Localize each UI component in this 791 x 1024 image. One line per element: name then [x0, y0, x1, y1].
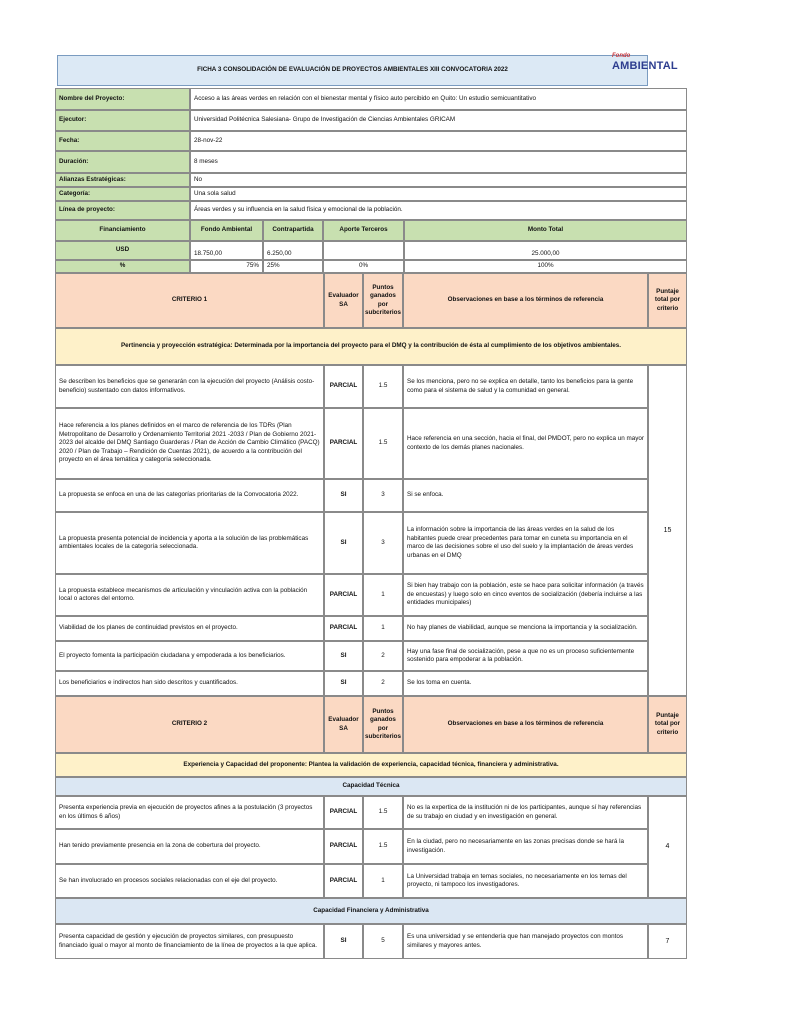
criterio1-row-obs: Se los toma en cuenta.	[403, 671, 648, 696]
criterio2-row-obs: En la ciudad, pero no necesariamente en las zonas precisas donde se hará la investigación.	[403, 829, 648, 864]
category-value: Una sola salud	[190, 187, 687, 201]
date-label: Fecha:	[55, 131, 190, 151]
criterio1-observaciones-header: Observaciones en base a los términos de referencia	[403, 273, 648, 328]
project-line-value: Áreas verdes y su influencia en la salud física y emocional de la población.	[190, 201, 687, 220]
criterio2-puntaje-header: Puntaje total por criterio	[648, 696, 687, 753]
criterio1-row-obs: Hace referencia en una sección, hacia el final, del PMDOT, pero no explica un mayor contexto de los demás planes nacionales.	[403, 408, 648, 479]
finance-header-fondo: Fondo Ambiental	[190, 220, 263, 241]
criterio2-observaciones-header: Observaciones en base a los términos de referencia	[403, 696, 648, 753]
criterio1-row-obs: No hay planes de viabilidad, aunque se menciona la importancia y la socialización.	[403, 616, 648, 641]
criterio2-row-obs: No es la expertica de la institución ni de los participantes, aunque sí hay referencias de su trabajo en ciudad y en investigación en general.	[403, 796, 648, 829]
project-name-value: Acceso a las áreas verdes en relación con el bienestar mental y físico auto percibido en Quito: Un estudio semicuantitativo	[190, 88, 687, 110]
finance-pct-total: 100%	[404, 260, 687, 273]
duration-label: Duración:	[55, 151, 190, 173]
finance-usd-terceros	[323, 241, 404, 260]
criterio1-row-points: 3	[363, 512, 403, 574]
criterio2-fin-row-eval: SI	[324, 924, 363, 959]
criterio1-row-text: Viabilidad de los planes de continuidad previstos en el proyecto.	[55, 616, 324, 641]
criterio1-evaluador-header: Evaluador SA	[324, 273, 363, 328]
criterio2-row-text: Han tenido previamente presencia en la zona de cobertura del proyecto.	[55, 829, 324, 864]
page-title: FICHA 3 CONSOLIDACIÓN DE EVALUACIÓN DE PROYECTOS AMBIENTALES XIII CONVOCATORIA 2022	[57, 55, 648, 86]
criterio2-row-points: 1	[363, 864, 403, 898]
criterio2-fin-row-points: 5	[363, 924, 403, 959]
criterio1-row-text: Los beneficiarios e indirectos han sido descritos y cuantificados.	[55, 671, 324, 696]
criterio1-row-obs: Se los menciona, pero no se explica en detalle, tanto los beneficios para la gente como para el sistema de salud y la comunidad en general.	[403, 365, 648, 408]
criterio2-row-eval: PARCIAL	[324, 796, 363, 829]
finance-usd-label: USD	[55, 241, 190, 260]
finance-header-terceros: Aporte Terceros	[323, 220, 404, 241]
criterio2-row-points: 1.5	[363, 829, 403, 864]
criterio1-row-points: 1.5	[363, 408, 403, 479]
criterio1-total: 15	[648, 365, 687, 696]
criterio2-name: CRITERIO 2	[55, 696, 324, 753]
criterio1-row-obs: La información sobre la importancia de las áreas verdes en la salud de los habitantes puede crear precedentes para tomar en cuneta su importancia en el marco de las decisiones sobre el uso del suelo y la implantación de áreas verdes urbanas en el DMQ	[403, 512, 648, 574]
criterio1-row-eval: SI	[324, 671, 363, 696]
capacidad-financiera-total: 7	[648, 924, 687, 959]
criterio1-row-eval: PARCIAL	[324, 365, 363, 408]
criterio1-row-eval: SI	[324, 479, 363, 512]
capacidad-tecnica-header: Capacidad Técnica	[55, 777, 687, 796]
finance-usd-contrapartida: 6.250,00	[263, 241, 323, 260]
criterio1-row-text: La propuesta se enfoca en una de las categorías prioritarias de la Convocatoria 2022.	[55, 479, 324, 512]
criterio1-row-text: Se describen los beneficios que se generarán con la ejecución del proyecto (Análisis costo-beneficio) sustentado con datos informativos.	[55, 365, 324, 408]
alliances-label: Alianzas Estratégicas:	[55, 173, 190, 187]
criterio2-row-eval: PARCIAL	[324, 864, 363, 898]
criterio2-fin-row-text: Presenta capacidad de gestión y ejecución de proyectos similares, con presupuesto financiado igual o mayor al monto de financiamiento de la línea de proyectos a la que aplica.	[55, 924, 324, 959]
criterio2-row-text: Se han involucrado en procesos sociales relacionadas con el eje del proyecto.	[55, 864, 324, 898]
alliances-value: No	[190, 173, 687, 187]
criterio2-row-eval: PARCIAL	[324, 829, 363, 864]
duration-value: 8 meses	[190, 151, 687, 173]
criterio2-puntos-header: Puntos ganados por subcriterios	[363, 696, 403, 753]
finance-header-total: Monto Total	[404, 220, 687, 241]
finance-usd-fondo: 18.750,00	[190, 241, 263, 260]
project-line-label: Línea de proyecto:	[55, 201, 190, 220]
criterio1-row-points: 1.5	[363, 365, 403, 408]
criterio1-row-obs: Hay una fase final de socialización, pese a que no es un proceso suficientemente sostenido para empoderar a la población.	[403, 641, 648, 671]
criterio1-puntaje-header: Puntaje total por criterio	[648, 273, 687, 328]
finance-header-contrapartida: Contrapartida	[263, 220, 323, 241]
criterio1-row-obs: Si se enfoca.	[403, 479, 648, 512]
criterio2-section-title: Experiencia y Capacidad del proponente: Plantea la validación de experiencia, capacidad técnica, financiera y administrativa.	[55, 753, 687, 777]
date-value: 28-nov-22	[190, 131, 687, 151]
criterio1-name: CRITERIO 1	[55, 273, 324, 328]
criterio2-row-points: 1.5	[363, 796, 403, 829]
criterio1-row-text: La propuesta presenta potencial de incidencia y aporta a la solución de las problemáticas ambientales locales de la categoría seleccionada.	[55, 512, 324, 574]
finance-pct-fondo: 75%	[190, 260, 263, 273]
fondo-ambiental-logo: Fondo AMBIENTAL	[612, 53, 678, 72]
criterio1-row-points: 1	[363, 574, 403, 616]
executor-label: Ejecutor:	[55, 110, 190, 131]
finance-pct-contrapartida: 25%	[263, 260, 323, 273]
criterio1-row-points: 2	[363, 671, 403, 696]
criterio1-row-points: 3	[363, 479, 403, 512]
criterio1-row-text: La propuesta establece mecanismos de articulación y vinculación activa con la población local o actores del entorno.	[55, 574, 324, 616]
criterio2-evaluador-header: Evaluador SA	[324, 696, 363, 753]
category-label: Categoría:	[55, 187, 190, 201]
criterio1-row-points: 1	[363, 616, 403, 641]
finance-pct-terceros: 0%	[323, 260, 404, 273]
criterio2-row-obs: La Universidad trabaja en temas sociales, no necesariamente en los temas del proyecto, ni tampoco los investigadores.	[403, 864, 648, 898]
criterio1-row-eval: SI	[324, 641, 363, 671]
criterio1-row-eval: PARCIAL	[324, 574, 363, 616]
finance-usd-total: 25.000,00	[404, 241, 687, 260]
finance-pct-label: %	[55, 260, 190, 273]
project-name-label: Nombre del Proyecto:	[55, 88, 190, 110]
executor-value: Universidad Politécnica Salesiana- Grupo de Investigación de Ciencias Ambientales GRICAM	[190, 110, 687, 131]
finance-header-financiamiento: Financiamiento	[55, 220, 190, 241]
criterio1-row-eval: PARCIAL	[324, 408, 363, 479]
capacidad-tecnica-total: 4	[648, 796, 687, 898]
criterio1-puntos-header: Puntos ganados por subcriterios	[363, 273, 403, 328]
criterio2-row-text: Presenta experiencia previa en ejecución de proyectos afines a la postulación (3 proyectos en los últimos 6 años)	[55, 796, 324, 829]
criterio1-row-text: El proyecto fomenta la participación ciudadana y empoderada a los beneficiarios.	[55, 641, 324, 671]
capacidad-financiera-header: Capacidad Financiera y Administrativa	[55, 898, 687, 924]
criterio1-row-eval: PARCIAL	[324, 616, 363, 641]
criterio2-fin-row-obs: Es una universidad y se entendería que han manejado proyectos con montos similares y mayores antes.	[403, 924, 648, 959]
criterio1-row-points: 2	[363, 641, 403, 671]
criterio1-row-eval: SI	[324, 512, 363, 574]
criterio1-section-title: Pertinencia y proyección estratégica: Determinada por la importancia del proyecto para el DMQ y la contribución de ésta al cumplimiento de los objetivos ambientales.	[55, 328, 687, 365]
criterio1-row-text: Hace referencia a los planes definidos en el marco de referencia de los TDRs (Plan Metropolitano de Desarrollo y Ordenamiento Territorial 2021 -2033 / Plan de Gobierno 2021-2023 del alcalde del DMQ Santiago Guarderas / Plan de Acción de Cambio Climático (PACQ) 2020 / Plan de Trabajo – Rendición de Cuentas 2021), de acuerdo a la contribución del proyecto en el área temática y categoría seleccionada.	[55, 408, 324, 479]
criterio1-row-obs: Si bien hay trabajo con la población, este se hace para solicitar información (a través de encuestas) y luego solo en cinco eventos de socialización (debería incluirse a las entidades municipales)	[403, 574, 648, 616]
